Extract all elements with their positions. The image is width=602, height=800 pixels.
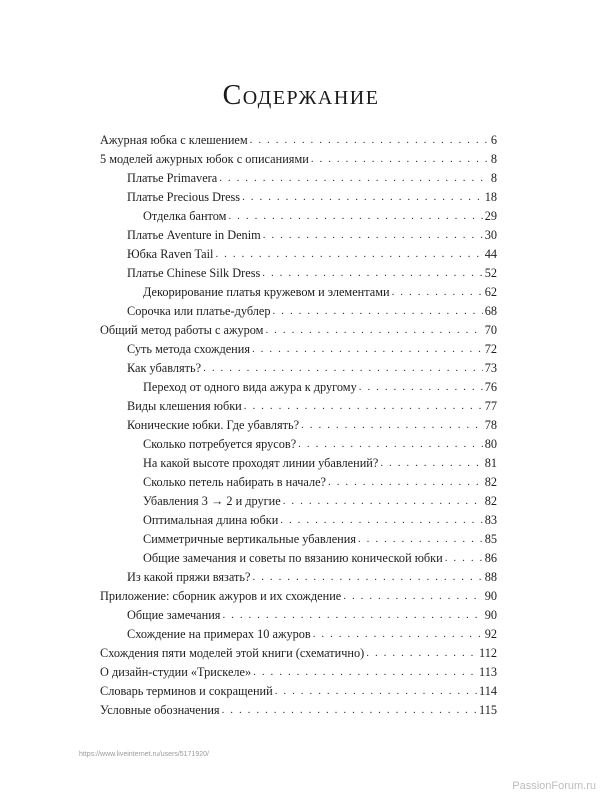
toc-entry-title: Платье Aventure in Denim <box>127 228 261 242</box>
toc-entry-title: Общие замечания <box>127 608 221 622</box>
toc-page-number: 78 <box>484 418 497 432</box>
dot-leader <box>265 323 482 337</box>
toc-page-number: 72 <box>484 342 497 356</box>
toc-entry <box>143 450 497 470</box>
dot-leader <box>219 171 489 185</box>
toc-page-number: 62 <box>484 285 497 299</box>
toc-entry <box>127 564 497 584</box>
toc-entry <box>127 355 497 375</box>
dot-leader <box>228 209 482 223</box>
toc-entry-title: Декорирование платья кружевом и элементами <box>143 285 390 299</box>
toc-entry-title: Общий метод работы с ажуром <box>100 323 264 337</box>
toc-entry <box>143 431 497 451</box>
toc-page-number: 83 <box>484 513 497 527</box>
dot-leader <box>298 437 483 451</box>
toc-page-number: 88 <box>484 570 497 584</box>
toc-page-number: 73 <box>484 361 497 375</box>
toc-entry <box>100 678 497 698</box>
toc-entry <box>143 526 497 546</box>
toc-entry <box>127 336 497 356</box>
toc-page-number: 90 <box>484 608 497 622</box>
dot-leader <box>366 646 477 660</box>
dot-leader <box>273 304 483 318</box>
toc-page-number: 112 <box>479 646 497 660</box>
toc-page-number: 77 <box>484 399 497 413</box>
toc-entry-title: Суть метода схождения <box>127 342 250 356</box>
toc-entry <box>127 184 497 204</box>
toc-entry <box>100 317 497 337</box>
toc-entry-title: Ажурная юбка с клешением <box>100 133 248 147</box>
toc-entry-title: Отделка бантом <box>143 209 227 223</box>
toc-entry-title: Общие замечания и советы по вязанию конической юбки <box>143 551 443 565</box>
toc-page-number: 113 <box>479 665 497 679</box>
toc-entry <box>100 127 497 147</box>
toc-entry <box>127 260 497 280</box>
toc-entry <box>143 374 497 394</box>
dot-leader <box>343 589 482 603</box>
dot-leader <box>392 285 483 299</box>
toc-page-number: 81 <box>484 456 497 470</box>
toc-entry <box>127 222 497 242</box>
page-title: Содержание <box>222 80 380 111</box>
toc-page-number: 80 <box>484 437 497 451</box>
dot-leader <box>313 627 483 641</box>
toc-entry-title: Сколько петель набирать в начале? <box>143 475 326 489</box>
toc-entry <box>143 507 497 527</box>
toc-entry-title: 5 моделей ажурных юбок с описаниями <box>100 152 309 166</box>
toc-entry <box>127 165 497 185</box>
toc-page-number: 114 <box>479 684 497 698</box>
toc-entry-title: Юбка Raven Tail <box>127 247 214 261</box>
toc-entry <box>127 621 497 641</box>
toc-entry-title: Платье Primavera <box>127 171 218 185</box>
dot-leader <box>244 399 483 413</box>
dot-leader <box>242 190 483 204</box>
toc-page-number: 82 <box>484 494 497 508</box>
dot-leader <box>283 494 483 508</box>
toc-page-number: 76 <box>484 380 497 394</box>
dot-leader <box>222 608 482 622</box>
toc-entry-title: Словарь терминов и сокращений <box>100 684 273 698</box>
watermark: PassionForum.ru <box>512 780 596 792</box>
toc-page-number: 8 <box>490 152 497 166</box>
toc-entry-title: Сорочка или платье-дублер <box>127 304 271 318</box>
toc-page-number: 29 <box>484 209 497 223</box>
toc-entry <box>100 640 497 660</box>
toc-entry-title: Платье Precious Dress <box>127 190 241 204</box>
toc-page-number: 52 <box>484 266 497 280</box>
toc-entry-title: Как убавлять? <box>127 361 202 375</box>
toc-page-number: 30 <box>484 228 497 242</box>
toc-page-number: 6 <box>490 133 497 147</box>
toc-page-number: 86 <box>484 551 497 565</box>
dot-leader <box>275 684 477 698</box>
toc-entry <box>143 203 497 223</box>
toc-entry-title: Приложение: сборник ажуров и их схождение <box>100 589 342 603</box>
toc-entry <box>127 412 497 432</box>
toc-page-number: 68 <box>484 304 497 318</box>
dot-leader <box>311 152 489 166</box>
dot-leader <box>215 247 482 261</box>
dot-leader <box>263 228 483 242</box>
toc-entry <box>143 469 497 489</box>
toc-entry <box>100 146 497 166</box>
toc-entry-title: Оптимальная длина юбки <box>143 513 279 527</box>
dot-leader <box>222 703 477 717</box>
toc-entry <box>100 697 497 717</box>
dot-leader <box>445 551 483 565</box>
source-url: https://www.liveinternet.ru/users/5171920/ <box>79 751 209 758</box>
toc-entry-title: Платье Chinese Silk Dress <box>127 266 261 280</box>
toc-entry-title: На какой высоте проходят линии убавлений? <box>143 456 379 470</box>
dot-leader <box>203 361 483 375</box>
toc-entry <box>127 241 497 261</box>
dot-leader <box>252 342 483 356</box>
toc-entry-title: Виды клешения юбки <box>127 399 242 413</box>
dot-leader <box>358 532 483 546</box>
dot-leader <box>250 133 489 147</box>
dot-leader <box>359 380 483 394</box>
toc-entry <box>127 602 497 622</box>
toc-entry-title: Сколько потребуется ярусов? <box>143 437 297 451</box>
toc-entry-title: О дизайн-студии «Трискеле» <box>100 665 252 679</box>
toc-page-number: 90 <box>484 589 497 603</box>
toc-entry-title: Конические юбки. Где убавлять? <box>127 418 300 432</box>
toc-page-number: 92 <box>484 627 497 641</box>
toc-entry-title: Из какой пряжи вязать? <box>127 570 251 584</box>
toc-page-number: 85 <box>484 532 497 546</box>
toc-entry-title: Переход от одного вида ажура к другому <box>143 380 357 394</box>
toc-page-number: 82 <box>484 475 497 489</box>
toc-page-number: 18 <box>484 190 497 204</box>
toc-entry-title: Симметричные вертикальные убавления <box>143 532 356 546</box>
dot-leader <box>301 418 483 432</box>
dot-leader <box>253 665 477 679</box>
toc-entry <box>143 545 497 565</box>
dot-leader <box>328 475 483 489</box>
toc-entry <box>143 488 497 508</box>
dot-leader <box>380 456 482 470</box>
dot-leader <box>280 513 482 527</box>
toc-page-number: 44 <box>484 247 497 261</box>
toc-page-number: 8 <box>490 171 497 185</box>
toc-page-number: 115 <box>479 703 497 717</box>
toc-entry-title: Убавления 3 → 2 и другие <box>143 494 281 508</box>
toc-entry <box>100 583 497 603</box>
toc-entry <box>127 298 497 318</box>
dot-leader <box>253 570 483 584</box>
toc-entry <box>100 659 497 679</box>
toc-entry <box>127 393 497 413</box>
toc-entry-title: Схождения пяти моделей этой книги (схематично) <box>100 646 365 660</box>
toc-entry-title: Условные обозначения <box>100 703 220 717</box>
toc-entry <box>143 279 497 299</box>
toc-entry-title: Схождение на примерах 10 ажуров <box>127 627 311 641</box>
toc-page-number: 70 <box>484 323 497 337</box>
dot-leader <box>262 266 482 280</box>
